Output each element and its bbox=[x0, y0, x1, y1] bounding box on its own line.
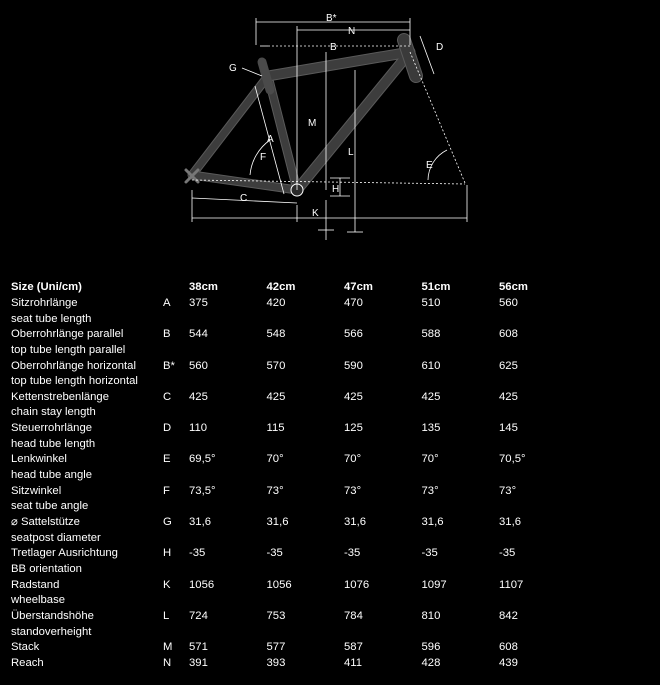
row-value: 125 bbox=[344, 422, 363, 435]
table-row bbox=[11, 359, 651, 390]
row-letter: D bbox=[163, 422, 172, 435]
row-label-de: Steuerrohrlänge bbox=[11, 422, 93, 435]
row-letter: M bbox=[163, 641, 173, 654]
row-letter: L bbox=[163, 609, 170, 622]
row-value: 560 bbox=[189, 359, 208, 372]
table-body bbox=[11, 296, 651, 671]
row-label-en: head tube length bbox=[11, 437, 96, 450]
row-value: 425 bbox=[344, 390, 363, 403]
row-label-en: chain stay length bbox=[11, 406, 96, 419]
label-e: E bbox=[426, 160, 433, 171]
row-letter: H bbox=[163, 547, 172, 560]
row-label bbox=[11, 484, 163, 515]
row-label-de: Oberrohrlänge parallel bbox=[11, 328, 124, 341]
row-value: 115 bbox=[266, 422, 285, 435]
size-42: 42cm bbox=[266, 281, 296, 293]
row-value: 73° bbox=[266, 484, 284, 497]
label-f: F bbox=[260, 152, 267, 163]
table-header bbox=[11, 280, 651, 296]
table-row bbox=[11, 390, 651, 421]
row-value: 73,5° bbox=[189, 484, 216, 497]
row-value: 625 bbox=[499, 359, 518, 372]
row-value: 566 bbox=[344, 328, 363, 341]
row-value: -35 bbox=[266, 547, 283, 560]
row-value: 1097 bbox=[421, 578, 447, 591]
row-value: 31,6 bbox=[266, 516, 289, 529]
row-value: 70,5° bbox=[499, 453, 526, 466]
row-label bbox=[11, 327, 163, 358]
row-value: 608 bbox=[499, 328, 518, 341]
table-row bbox=[11, 484, 651, 515]
row-value: 411 bbox=[344, 656, 363, 669]
label-a: A bbox=[267, 134, 274, 145]
row-label bbox=[11, 515, 163, 546]
row-label-de: Reach bbox=[11, 656, 44, 669]
row-value: 610 bbox=[421, 359, 441, 372]
row-value: 753 bbox=[266, 609, 286, 622]
row-value: 73° bbox=[344, 484, 362, 497]
size-38: 38cm bbox=[189, 281, 218, 293]
label-c: C bbox=[240, 193, 248, 204]
row-value: 391 bbox=[189, 656, 208, 669]
row-label bbox=[11, 609, 163, 640]
row-value: 784 bbox=[344, 609, 363, 622]
row-value: 544 bbox=[189, 328, 208, 341]
row-value: 810 bbox=[421, 609, 441, 622]
size-51: 51cm bbox=[421, 281, 451, 293]
row-value: 548 bbox=[266, 328, 286, 341]
table-row bbox=[11, 609, 651, 640]
row-value: 420 bbox=[266, 297, 286, 309]
row-label-de: Oberrohrlänge horizontal bbox=[11, 359, 136, 372]
row-value: 31,6 bbox=[421, 516, 444, 529]
row-value: 571 bbox=[189, 641, 208, 654]
row-label-de: Lenkwinkel bbox=[11, 453, 67, 466]
label-b: B bbox=[330, 42, 337, 53]
table-row bbox=[11, 296, 651, 327]
table-row bbox=[11, 452, 651, 483]
row-value: 69,5° bbox=[189, 453, 216, 466]
row-label-de: Überstandshöhe bbox=[11, 609, 94, 622]
row-value: 110 bbox=[189, 422, 208, 435]
row-label-en: seat tube length bbox=[11, 312, 92, 325]
row-value: 587 bbox=[344, 641, 363, 654]
row-label-en: top tube length horizontal bbox=[11, 375, 138, 388]
row-value: -35 bbox=[421, 547, 438, 560]
row-label-en: wheelbase bbox=[11, 594, 66, 607]
table-row bbox=[11, 656, 651, 672]
row-value: 470 bbox=[344, 297, 363, 309]
row-letter: E bbox=[163, 453, 171, 466]
row-value: 560 bbox=[499, 297, 518, 309]
label-h: H bbox=[332, 184, 340, 195]
row-value: 375 bbox=[189, 297, 208, 309]
label-d: D bbox=[436, 42, 444, 53]
row-value: 73° bbox=[499, 484, 517, 497]
row-value: 425 bbox=[421, 390, 441, 403]
label-m: M bbox=[308, 118, 317, 129]
row-label bbox=[11, 390, 163, 421]
row-value: 570 bbox=[266, 359, 286, 372]
row-letter: G bbox=[163, 516, 172, 529]
row-label-en: seatpost diameter bbox=[11, 531, 101, 544]
row-value: 135 bbox=[421, 422, 441, 435]
row-letter: K bbox=[163, 578, 171, 591]
row-value: 393 bbox=[266, 656, 286, 669]
row-value: 425 bbox=[499, 390, 518, 403]
row-label-de: Sitzrohrlänge bbox=[11, 297, 78, 309]
row-value: 70° bbox=[344, 453, 362, 466]
row-label-en: standoverheight bbox=[11, 625, 92, 638]
row-value: 31,6 bbox=[344, 516, 366, 529]
row-letter: B bbox=[163, 328, 171, 341]
row-value: 724 bbox=[189, 609, 208, 622]
label-n: N bbox=[348, 26, 356, 37]
row-label-en: head tube angle bbox=[11, 469, 93, 482]
row-label-en: seat tube angle bbox=[11, 500, 89, 513]
row-value: 1056 bbox=[266, 578, 292, 591]
row-value: 1107 bbox=[499, 578, 524, 591]
row-letter: C bbox=[163, 390, 172, 403]
bike-frame bbox=[186, 40, 416, 196]
label-k: K bbox=[312, 208, 319, 219]
table-title: Size (Uni/cm) bbox=[11, 281, 82, 293]
row-label bbox=[11, 421, 163, 452]
table-row bbox=[11, 515, 651, 546]
row-label-en: BB orientation bbox=[11, 562, 82, 575]
row-value: 31,6 bbox=[499, 516, 521, 529]
row-value: 1056 bbox=[189, 578, 215, 591]
row-label bbox=[11, 296, 163, 327]
table-row bbox=[11, 327, 651, 358]
row-value: 588 bbox=[421, 328, 441, 341]
row-label-de: Kettenstrebenlänge bbox=[11, 390, 109, 403]
table-row bbox=[11, 578, 651, 609]
row-value: 425 bbox=[189, 390, 208, 403]
row-value: 425 bbox=[266, 390, 286, 403]
geometry-table bbox=[11, 280, 651, 671]
row-label bbox=[11, 546, 163, 577]
row-label bbox=[11, 656, 163, 672]
row-label bbox=[11, 578, 163, 609]
row-value: 842 bbox=[499, 609, 518, 622]
row-value: 1076 bbox=[344, 578, 370, 591]
row-value: 510 bbox=[421, 297, 441, 309]
label-bstar: B* bbox=[326, 13, 337, 24]
row-letter: A bbox=[163, 297, 171, 309]
row-label-de: ⌀ Sattelstütze bbox=[11, 516, 80, 529]
table-row bbox=[11, 421, 651, 452]
label-l: L bbox=[348, 147, 354, 158]
row-value: -35 bbox=[189, 547, 206, 560]
row-value: 577 bbox=[266, 641, 286, 654]
row-value: 608 bbox=[499, 641, 518, 654]
row-value: 31,6 bbox=[189, 516, 211, 529]
row-value: 70° bbox=[421, 453, 439, 466]
row-label-de: Tretlager Ausrichtung bbox=[11, 547, 118, 560]
row-label-de: Radstand bbox=[11, 578, 60, 591]
row-letter: F bbox=[163, 484, 170, 497]
row-value: 70° bbox=[266, 453, 284, 466]
row-label-de: Stack bbox=[11, 641, 40, 654]
row-value: -35 bbox=[499, 547, 516, 560]
row-letter: B* bbox=[163, 359, 175, 372]
row-value: 428 bbox=[421, 656, 441, 669]
row-label-de: Sitzwinkel bbox=[11, 484, 62, 497]
row-label bbox=[11, 452, 163, 483]
row-letter: N bbox=[163, 656, 172, 669]
row-value: 439 bbox=[499, 656, 518, 669]
row-value: 590 bbox=[344, 359, 363, 372]
row-label bbox=[11, 359, 163, 390]
row-label bbox=[11, 640, 163, 656]
row-value: 145 bbox=[499, 422, 518, 435]
size-56: 56cm bbox=[499, 281, 528, 293]
row-value: 596 bbox=[421, 641, 441, 654]
table-row bbox=[11, 546, 651, 577]
row-value: -35 bbox=[344, 547, 361, 560]
row-label-en: top tube length parallel bbox=[11, 343, 126, 356]
table-row bbox=[11, 640, 651, 656]
size-47: 47cm bbox=[344, 281, 373, 293]
row-value: 73° bbox=[421, 484, 439, 497]
label-g: G bbox=[229, 63, 237, 74]
frame-geometry-diagram bbox=[0, 0, 660, 255]
